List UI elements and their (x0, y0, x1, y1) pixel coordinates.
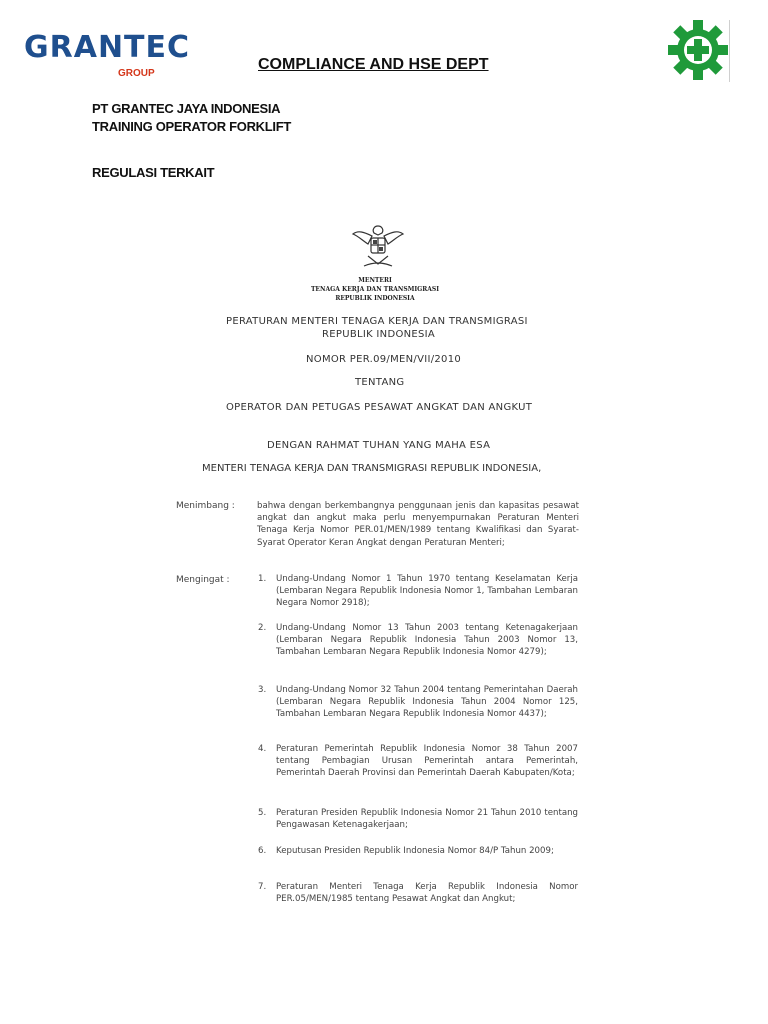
regulation-grace: DENGAN RAHMAT TUHAN YANG MAHA ESA (267, 440, 491, 451)
k3-safety-gear-icon (666, 18, 730, 82)
mengingat-item-number: 7. (258, 882, 267, 892)
mengingat-item-number: 2. (258, 623, 267, 633)
letterhead-line-2: TENAGA KERJA DAN TRANSMIGRASI (310, 286, 440, 293)
regulation-title-line-2: REPUBLIK INDONESIA (322, 329, 436, 340)
header-divider (729, 20, 730, 82)
grantec-logo-text: GRANTEC (24, 30, 191, 65)
regulation-tentang: TENTANG (355, 377, 405, 388)
course-title: TRAINING OPERATOR FORKLIFT (92, 119, 291, 134)
mengingat-item-text: Undang-Undang Nomor 13 Tahun 2003 tentang Ketenagakerjaan (Lembaran Negara Republik Indonesia Tahun 2003 Nomor 13, Tambahan Lembaran Negara Republik Indonesia Nomor 4279); (276, 623, 578, 658)
mengingat-item-text: Peraturan Presiden Republik Indonesia Nomor 21 Tahun 2010 tentang Pengawasan Ketenagakerjaan; (276, 808, 578, 831)
mengingat-label: Mengingat : (176, 575, 230, 585)
grantec-logo-group: GROUP (118, 68, 155, 79)
letterhead-line-3: REPUBLIK INDONESIA (335, 295, 415, 302)
mengingat-item-number: 5. (258, 808, 267, 818)
mengingat-item-number: 4. (258, 744, 267, 754)
menimbang-text: bahwa dengan berkembangnya penggunaan jenis dan kapasitas pesawat angkat dan angkut maka perlu menyempurnakan Peraturan Menteri Tenaga Kerja Nomor PER.01/MEN/1989 tentang Kwalifikasi dan Syarat-Syarat Operator Keran Angkat dengan Peraturan Menteri; (257, 501, 579, 548)
company-name: PT GRANTEC JAYA INDONESIA (92, 101, 281, 116)
mengingat-item-text: Undang-Undang Nomor 32 Tahun 2004 tentang Pemerintahan Daerah (Lembaran Negara Republik Indonesia Tahun 2004 Nomor 125, Tambahan Lembaran Negara Republik Indonesia Nomor 4437); (276, 685, 578, 720)
mengingat-item-number: 3. (258, 685, 267, 695)
mengingat-item-text: Peraturan Pemerintah Republik Indonesia Nomor 38 Tahun 2007 tentang Pembagian Urusan Pemerintah antara Pemerintah, Pemerintah Daerah Provinsi dan Pemerintah Daerah Kabupaten/Kota; (276, 744, 578, 779)
regulation-minister: MENTERI TENAGA KERJA DAN TRANSMIGRASI REPUBLIK INDONESIA, (202, 463, 542, 474)
menimbang-label: Menimbang : (176, 501, 235, 511)
regulation-subject: OPERATOR DAN PETUGAS PESAWAT ANGKAT DAN ANGKUT (226, 402, 533, 413)
department-title: COMPLIANCE AND HSE DEPT (258, 56, 489, 73)
mengingat-item-text: Undang-Undang Nomor 1 Tahun 1970 tentang Keselamatan Kerja (Lembaran Negara Republik Indonesia Nomor 1, Tambahan Lembaran Negara Nomor 2918); (276, 574, 578, 609)
regulation-number: NOMOR PER.09/MEN/VII/2010 (306, 354, 462, 365)
garuda-emblem-icon (350, 220, 406, 272)
section-title: REGULASI TERKAIT (92, 165, 215, 180)
mengingat-item-text: Keputusan Presiden Republik Indonesia Nomor 84/P Tahun 2009; (276, 846, 554, 856)
mengingat-item-number: 6. (258, 846, 267, 856)
regulation-title-line-1: PERATURAN MENTERI TENAGA KERJA DAN TRANSMIGRASI (226, 316, 528, 327)
letterhead-line-1: MENTERI (358, 277, 392, 284)
mengingat-item-text: Peraturan Menteri Tenaga Kerja Republik Indonesia Nomor PER.05/MEN/1985 tentang Pesawat Angkat dan Angkut; (276, 882, 578, 905)
mengingat-item-number: 1. (258, 574, 267, 584)
